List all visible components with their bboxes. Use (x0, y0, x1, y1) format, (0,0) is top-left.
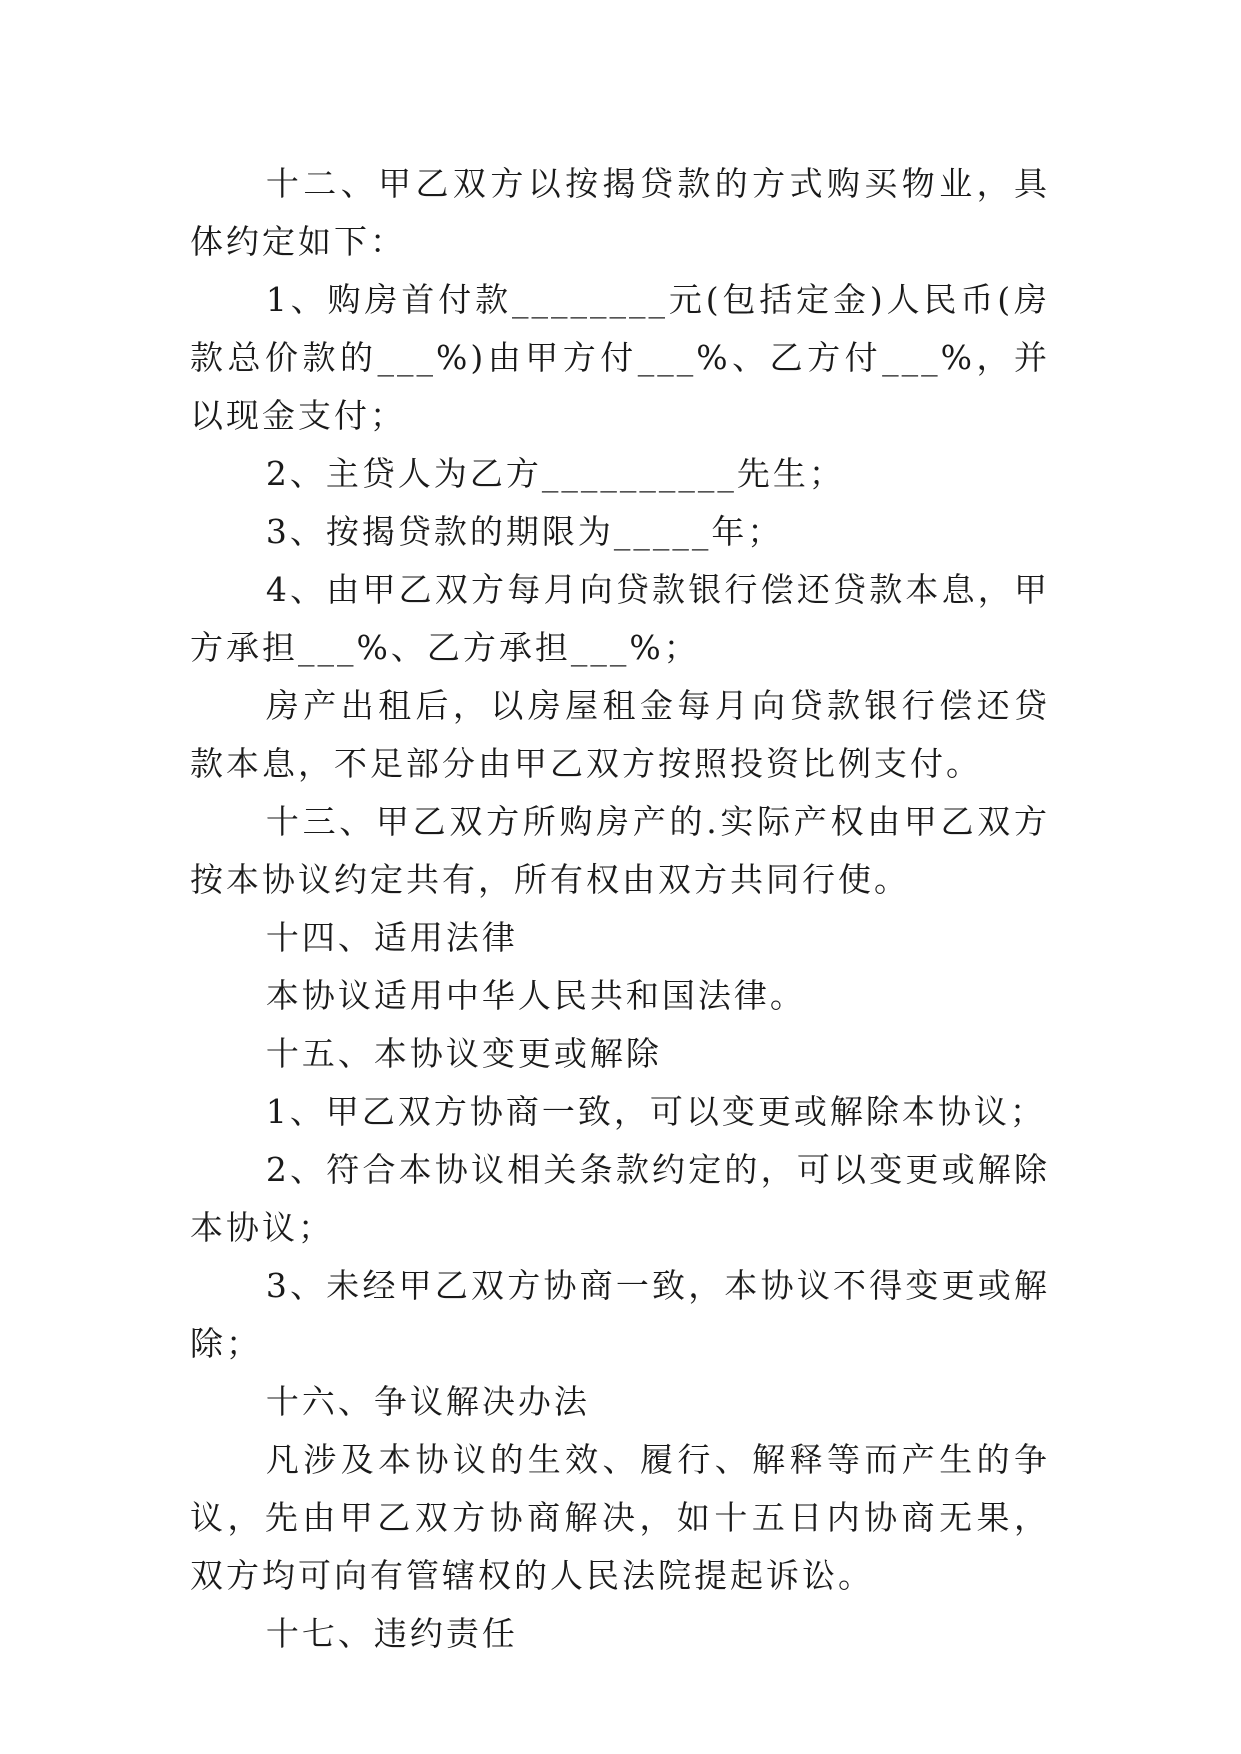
clause-14-text: 本协议适用中华人民共和国法律。 (265, 976, 806, 1015)
clause-15-item-2: 2、符合本协议相关条款约定的，可以变更或解除本协议； (190, 1150, 1050, 1247)
clause-16-heading: 十六、争议解决办法 (265, 1382, 590, 1421)
clause-12-heading: 十二、甲乙双方以按揭贷款的方式购买物业，具体约定如下： (190, 164, 1050, 261)
clause-12-rental-note: 房产出租后，以房屋租金每月向贷款银行偿还贷款本息，不足部分由甲乙双方按照投资比例支付。 (190, 686, 1050, 783)
clause-12-item-4: 4、由甲乙双方每月向贷款银行偿还贷款本息，甲方承担___%、乙方承担___%； (190, 570, 1050, 667)
clause-15-heading: 十五、本协议变更或解除 (265, 1034, 662, 1073)
clause-16-text: 凡涉及本协议的生效、履行、解释等而产生的争议，先由甲乙双方协商解决，如十五日内协商无果，双方均可向有管辖权的人民法院提起诉讼。 (190, 1440, 1050, 1595)
clause-17-heading: 十七、违约责任 (265, 1614, 518, 1653)
clause-12-item-2: 2、主贷人为乙方__________先生； (265, 454, 845, 493)
clause-15-item-3: 3、未经甲乙双方协商一致，本协议不得变更或解除； (190, 1266, 1050, 1363)
clause-12-item-1: 1、购房首付款________元(包括定金)人民币(房款总价款的___%)由甲方付___%、乙方付___%，并以现金支付； (190, 280, 1050, 435)
document-body (190, 155, 1050, 1663)
clause-14-heading: 十四、适用法律 (265, 918, 518, 957)
clause-12-item-3: 3、按揭贷款的期限为_____年； (265, 512, 784, 551)
clause-13: 十三、甲乙双方所购房产的.实际产权由甲乙双方按本协议约定共有，所有权由双方共同行使。 (190, 802, 1050, 899)
clause-15-item-1: 1、甲乙双方协商一致，可以变更或解除本协议； (265, 1092, 1046, 1131)
